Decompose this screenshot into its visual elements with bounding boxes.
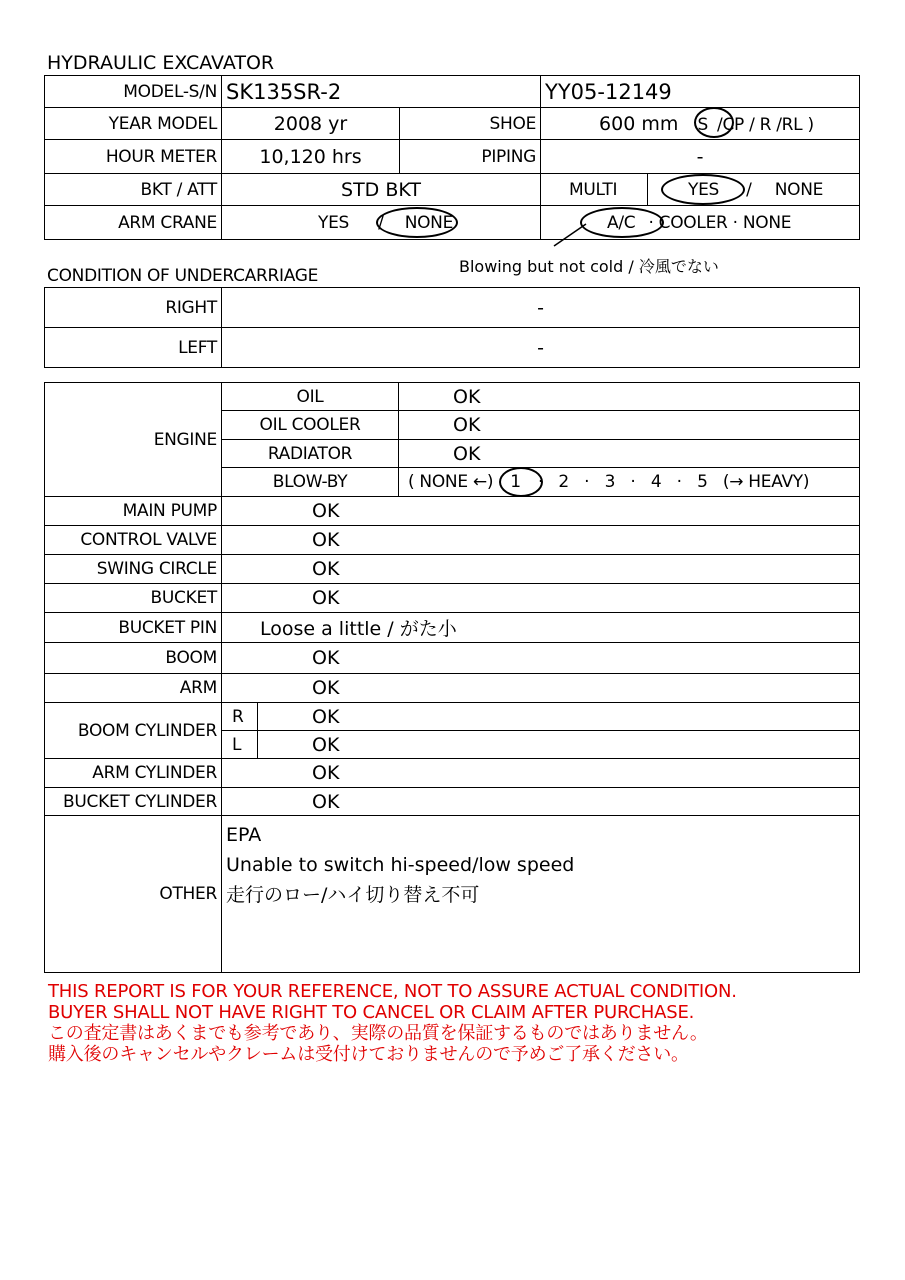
ac-rest: · COOLER · NONE: [648, 212, 792, 233]
disclaimer-line3: この査定書はあくまでも参考であり、実際の品質を保証するものではありません。: [48, 1023, 708, 1044]
disclaimer: [48, 981, 737, 1065]
control-valve-value: OK: [222, 526, 860, 555]
shoe-s-circle: [694, 107, 734, 138]
bucket-cylinder-value: OK: [222, 788, 860, 816]
multi-yes-circle: [661, 174, 745, 205]
main-pump-value: OK: [222, 497, 860, 526]
multi-none: NONE: [774, 179, 824, 200]
oil-cooler-label: OIL COOLER: [222, 411, 399, 440]
ac-circle: [580, 207, 664, 238]
multi-label: MULTI: [541, 174, 648, 206]
blowby-left: ( NONE ←): [408, 472, 494, 492]
undercarriage-title: CONDITION OF UNDERCARRIAGE: [47, 266, 319, 286]
hour-value: 10,120 hrs: [222, 140, 400, 174]
oil-label: OIL: [222, 383, 399, 411]
bkt-label: BKT / ATT: [45, 174, 222, 206]
swing-circle-value: OK: [222, 555, 860, 584]
boom-cyl-l-label: L: [222, 731, 258, 759]
left-label: LEFT: [45, 328, 222, 368]
crane-none-circle: [376, 207, 458, 238]
boom-cyl-l-value: OK: [258, 731, 860, 759]
shoe-value: 600 mm: [599, 112, 679, 135]
serial-value: YY05-12149: [541, 76, 860, 108]
radiator-value: OK: [399, 440, 860, 468]
multi-slash: /: [746, 179, 752, 200]
right-label: RIGHT: [45, 288, 222, 328]
blowby-rest: · 2 · 3 · 4 · 5 (→ HEAVY): [537, 472, 810, 492]
ac-note-line: [550, 222, 590, 250]
disclaimer-line4: 購入後のキャンセルやクレームは受付けておりませんので予めご了承ください。: [48, 1044, 689, 1065]
boom-value: OK: [222, 643, 860, 674]
left-value: -: [222, 328, 860, 368]
engine-label: ENGINE: [45, 383, 222, 497]
arm-label: ARM: [45, 674, 222, 703]
condition-table: [44, 382, 860, 973]
other-line1: EPA: [226, 824, 262, 846]
undercarriage-table: [44, 287, 860, 368]
crane-label: ARM CRANE: [45, 206, 222, 240]
right-value: -: [222, 288, 860, 328]
disclaimer-line2: BUYER SHALL NOT HAVE RIGHT TO CANCEL OR CLAIM AFTER PURCHASE.: [48, 1002, 695, 1023]
boom-cylinder-label: BOOM CYLINDER: [45, 703, 222, 759]
year-label: YEAR MODEL: [45, 108, 222, 140]
ac-note: Blowing but not cold / 冷風でない: [459, 257, 719, 276]
main-pump-label: MAIN PUMP: [45, 497, 222, 526]
arm-value: OK: [222, 674, 860, 703]
blowby-selected: 1: [510, 472, 521, 492]
bucket-label: BUCKET: [45, 584, 222, 613]
model-label: MODEL-S/N: [45, 76, 222, 108]
crane-none: NONE: [404, 212, 454, 233]
arm-cylinder-label: ARM CYLINDER: [45, 759, 222, 788]
page-title: HYDRAULIC EXCAVATOR: [47, 52, 275, 74]
blowby-circle: [499, 467, 543, 497]
other-cell: [222, 816, 860, 973]
other-line2: Unable to switch hi-speed/low speed: [226, 854, 575, 876]
ac-opt: A/C: [607, 212, 636, 233]
oil-cooler-value: OK: [399, 411, 860, 440]
blowby-label: BLOW-BY: [222, 468, 399, 497]
bucket-pin-value: Loose a little / がた小: [222, 613, 860, 643]
crane-yes: YES: [318, 212, 350, 233]
disclaimer-line1: THIS REPORT IS FOR YOUR REFERENCE, NOT TO ASSURE ACTUAL CONDITION.: [48, 981, 737, 1002]
boom-cyl-r-value: OK: [258, 703, 860, 731]
hour-label: HOUR METER: [45, 140, 222, 174]
arm-cylinder-value: OK: [222, 759, 860, 788]
crane-slash: /: [378, 212, 384, 233]
shoe-label: SHOE: [400, 108, 541, 140]
piping-label: PIPING: [400, 140, 541, 174]
bucket-pin-label: BUCKET PIN: [45, 613, 222, 643]
shoe-opt-s: S: [697, 114, 708, 135]
bucket-cylinder-label: BUCKET CYLINDER: [45, 788, 222, 816]
boom-label: BOOM: [45, 643, 222, 674]
year-value: 2008 yr: [222, 108, 400, 140]
swing-circle-label: SWING CIRCLE: [45, 555, 222, 584]
control-valve-label: CONTROL VALVE: [45, 526, 222, 555]
bkt-value: STD BKT: [222, 174, 541, 206]
other-label: OTHER: [45, 816, 222, 973]
model-value: SK135SR-2: [222, 76, 541, 108]
piping-value: -: [541, 140, 860, 174]
blowby-cell: [399, 468, 860, 497]
multi-yes: YES: [688, 179, 720, 200]
oil-value: OK: [399, 383, 860, 411]
radiator-label: RADIATOR: [222, 440, 399, 468]
bucket-value: OK: [222, 584, 860, 613]
shoe-opt-rest: /CP / R /RL ): [717, 114, 814, 135]
other-line3: 走行のロー/ハイ切り替え不可: [226, 884, 480, 906]
boom-cyl-r-label: R: [222, 703, 258, 731]
